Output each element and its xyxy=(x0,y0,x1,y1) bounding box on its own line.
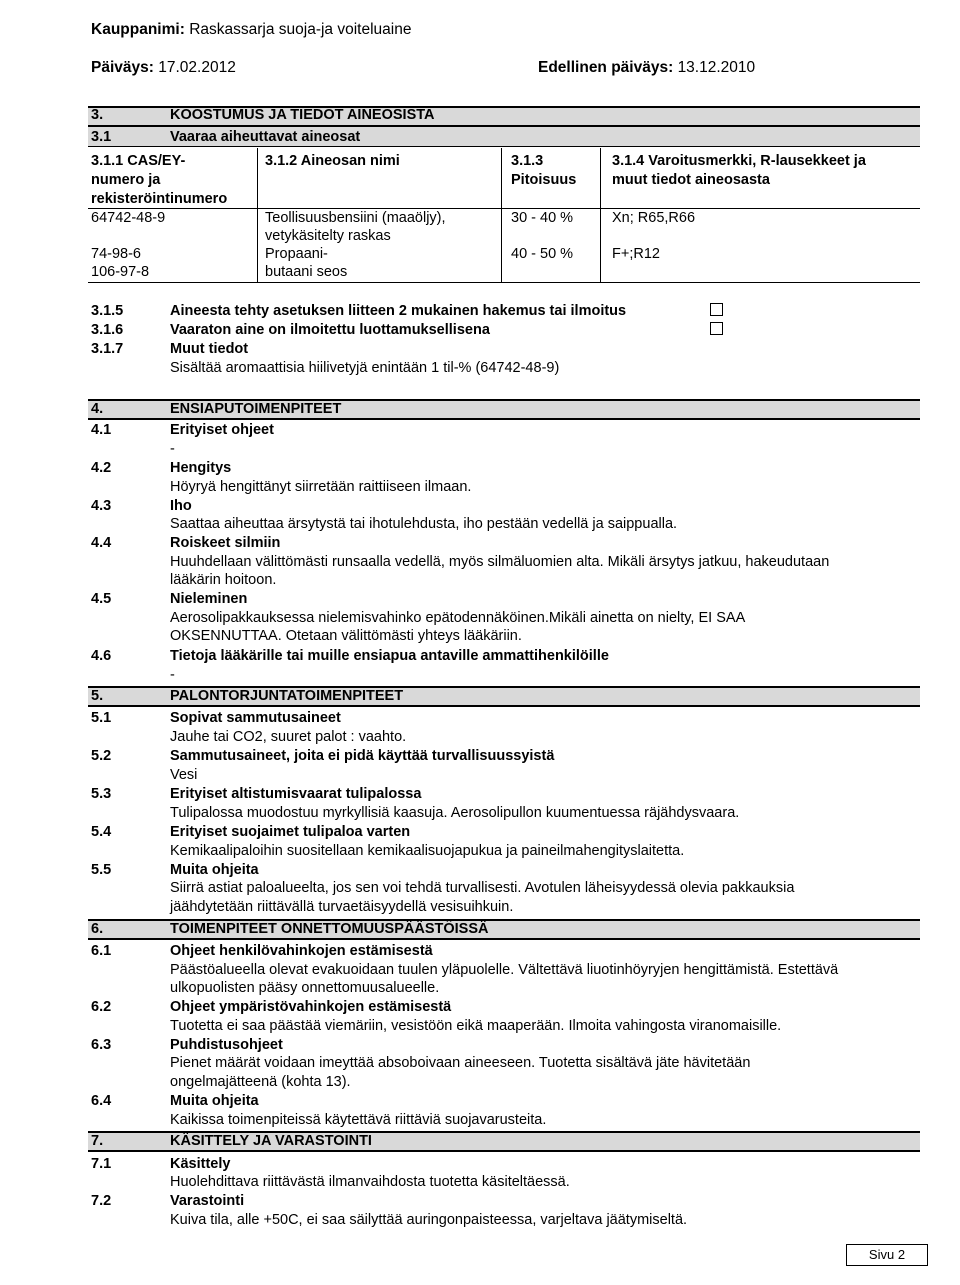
date-value: 17.02.2012 xyxy=(158,59,236,76)
item-title: Ohjeet henkilövahinkojen estämisestä xyxy=(170,943,433,959)
row2-name-line2: butaani seos xyxy=(265,264,348,280)
item-3-1-5-title: Aineesta tehty asetuksen liitteen 2 mukainen hakemus tai ilmoitus xyxy=(170,303,627,319)
item-title: Muita ohjeita xyxy=(170,1093,259,1109)
col-cas-line1: 3.1.1 CAS/EY- xyxy=(91,153,186,169)
checkbox-3-1-6[interactable] xyxy=(710,322,723,335)
item-text: Kuiva tila, alle +50C, ei saa säilyttää auringonpaisteessa, varjeltava jäätymiseltä. xyxy=(170,1212,688,1228)
item-num: 6.1 xyxy=(91,943,112,959)
item-text: ongelmajätteenä (kohta 13). xyxy=(170,1074,351,1090)
item-num: 5.1 xyxy=(91,710,112,726)
prev-date-value: 13.12.2010 xyxy=(677,59,756,76)
item-num: 4.3 xyxy=(91,498,112,514)
item-3-1-7-text: Sisältää aromaattisia hiilivetyjä enintään 1 til-% (64742-48-9) xyxy=(170,360,560,376)
item-text: ulkopuolisten pääsy onnettomuusalueelle. xyxy=(170,980,440,996)
item-num: 4.5 xyxy=(91,591,112,607)
prev-date-line xyxy=(538,59,755,77)
item-text: Tulipalossa muodostuu myrkyllisiä kaasuja. Aerosolipullon kuumentuessa räjähdysvaara. xyxy=(170,805,740,821)
table-divider xyxy=(600,148,601,282)
item-title: Erityiset ohjeet xyxy=(170,422,274,438)
section-3-num: 3. xyxy=(91,107,104,123)
item-title: Hengitys xyxy=(170,460,232,476)
item-num: 7.2 xyxy=(91,1193,112,1209)
company-label: Kauppanimi: xyxy=(91,21,185,38)
item-3-1-7-num: 3.1.7 xyxy=(91,341,124,357)
item-title: Käsittely xyxy=(170,1156,231,1172)
item-num: 4.2 xyxy=(91,460,112,476)
section-7-num: 7. xyxy=(91,1133,104,1149)
item-text: lääkärin hoitoon. xyxy=(170,572,277,588)
col-cas-line2: numero ja xyxy=(91,172,161,188)
item-title: Muita ohjeita xyxy=(170,862,259,878)
page-number: Sivu 2 xyxy=(846,1244,928,1266)
subsection-3-1-num: 3.1 xyxy=(91,129,112,145)
item-title: Sopivat sammutusaineet xyxy=(170,710,341,726)
item-text: - xyxy=(170,441,175,457)
item-3-1-5-num: 3.1.5 xyxy=(91,303,124,319)
row1-name-line1: Teollisuusbensiini (maaöljy), xyxy=(265,210,446,226)
item-text: Päästöalueella olevat evakuoidaan tuulen yläpuolelle. Vältettävä liuotinhöyryjen hengittämistä. Estettävä xyxy=(170,962,839,978)
item-text: Höyryä hengittänyt siirretään raittiiseen ilmaan. xyxy=(170,479,472,495)
item-num: 4.1 xyxy=(91,422,112,438)
item-text: Jauhe tai CO2, suuret palot : vaahto. xyxy=(170,729,407,745)
item-num: 6.4 xyxy=(91,1093,112,1109)
item-num: 5.5 xyxy=(91,862,112,878)
checkbox-3-1-5[interactable] xyxy=(710,303,723,316)
section-5-title: PALONTORJUNTATOIMENPITEET xyxy=(170,688,404,704)
table-header-rule xyxy=(88,208,920,209)
item-title: Erityiset suojaimet tulipaloa varten xyxy=(170,824,411,840)
col-name-header: 3.1.2 Aineosan nimi xyxy=(265,153,400,169)
section-6-num: 6. xyxy=(91,921,104,937)
company-name: Raskassarja suoja-ja voiteluaine xyxy=(189,21,412,38)
item-title: Sammutusaineet, joita ei pidä käyttää turvallisuussyistä xyxy=(170,748,555,764)
row2-cas: 74-98-6 xyxy=(91,246,141,262)
item-title: Ohjeet ympäristövahinkojen estämisestä xyxy=(170,999,452,1015)
item-text: Siirrä astiat paloalueelta, jos sen voi tehdä turvallisesti. Avotulen läheisyydessä olevia pakkauksia xyxy=(170,880,795,896)
section-6-title: TOIMENPITEET ONNETTOMUUSPÄÄSTÖISSÄ xyxy=(170,921,489,937)
item-text: Vesi xyxy=(170,767,198,783)
item-text: Huuhdellaan välittömästi runsaalla vedellä, myös silmäluomien alta. Mikäli ärsytys jatkuu, hakeudutaan xyxy=(170,554,830,570)
section-7-title: KÄSITTELY JA VARASTOINTI xyxy=(170,1133,372,1149)
item-title: Erityiset altistumisvaarat tulipalossa xyxy=(170,786,422,802)
row2-warn: F+;R12 xyxy=(612,246,660,262)
item-text: Pienet määrät voidaan imeyttää absoboivaan aineeseen. Tuotetta sisältävä jäte hävitetään xyxy=(170,1055,751,1071)
item-text: Tuotetta ei saa päästää viemäriin, vesistöön eikä maaperään. Ilmoita vahingosta viranomaisille. xyxy=(170,1018,782,1034)
col-warn-line1: 3.1.4 Varoitusmerkki, R-lausekkeet ja xyxy=(612,153,866,169)
item-text: jäähdytetään riittävällä turvaetäisyydellä vesisuihkuin. xyxy=(170,899,514,915)
table-divider xyxy=(257,148,258,282)
item-3-1-7-title: Muut tiedot xyxy=(170,341,249,357)
item-text: Kaikissa toimenpiteissä käytettävä riittäviä suojavarusteita. xyxy=(170,1112,547,1128)
section-3-title: KOOSTUMUS JA TIEDOT AINEOSISTA xyxy=(170,107,435,123)
prev-date-label: Edellinen päiväys: xyxy=(538,59,674,76)
item-num: 5.3 xyxy=(91,786,112,802)
item-text: Saattaa aiheuttaa ärsytystä tai ihotulehdusta, iho pestään vedellä ja saippualla. xyxy=(170,516,678,532)
item-num: 4.6 xyxy=(91,648,112,664)
item-text: - xyxy=(170,667,175,683)
row2-cas-line2: 106-97-8 xyxy=(91,264,150,280)
item-text: OKSENNUTTAA. Otetaan välittömästi yhteys lääkäriin. xyxy=(170,628,522,644)
item-num: 5.2 xyxy=(91,748,112,764)
item-title: Roiskeet silmiin xyxy=(170,535,281,551)
table-bottom-rule xyxy=(88,282,920,283)
item-num: 4.4 xyxy=(91,535,112,551)
col-conc-line2: Pitoisuus xyxy=(511,172,577,188)
row1-name-line2: vetykäsitelty raskas xyxy=(265,228,391,244)
row1-conc: 30 - 40 % xyxy=(511,210,574,226)
date-label: Päiväys: xyxy=(91,59,154,76)
section-4-num: 4. xyxy=(91,401,104,417)
section-4-title: ENSIAPUTOIMENPITEET xyxy=(170,401,342,417)
row1-warn: Xn; R65,R66 xyxy=(612,210,696,226)
item-title: Iho xyxy=(170,498,192,514)
table-divider xyxy=(501,148,502,282)
subsection-3-1-title: Vaaraa aiheuttavat aineosat xyxy=(170,129,361,145)
row2-name-line1: Propaani- xyxy=(265,246,328,262)
item-title: Tietoja lääkärille tai muille ensiapua antaville ammattihenkilöille xyxy=(170,648,609,664)
item-num: 6.2 xyxy=(91,999,112,1015)
item-text: Huolehdittava riittävästä ilmanvaihdosta tuotetta käsiteltäessä. xyxy=(170,1174,570,1190)
company-line xyxy=(91,21,411,39)
item-num: 6.3 xyxy=(91,1037,112,1053)
item-text: Aerosolipakkauksessa nielemisvahinko epätodennäköinen.Mikäli ainetta on nielty, EI SAA xyxy=(170,610,746,626)
row1-cas: 64742-48-9 xyxy=(91,210,166,226)
row2-conc: 40 - 50 % xyxy=(511,246,574,262)
section-5-num: 5. xyxy=(91,688,104,704)
item-title: Varastointi xyxy=(170,1193,245,1209)
item-title: Nieleminen xyxy=(170,591,248,607)
item-title: Puhdistusohjeet xyxy=(170,1037,283,1053)
item-text: Kemikaalipaloihin suositellaan kemikaalisuojapukua ja paineilmahengityslaitetta. xyxy=(170,843,685,859)
col-cas-line3: rekisteröintinumero xyxy=(91,191,228,207)
item-3-1-6-num: 3.1.6 xyxy=(91,322,124,338)
item-num: 5.4 xyxy=(91,824,112,840)
item-num: 7.1 xyxy=(91,1156,112,1172)
item-3-1-6-title: Vaaraton aine on ilmoitettu luottamuksellisena xyxy=(170,322,490,338)
col-warn-line2: muut tiedot aineosasta xyxy=(612,172,770,188)
col-conc-line1: 3.1.3 xyxy=(511,153,544,169)
date-line xyxy=(91,59,236,77)
